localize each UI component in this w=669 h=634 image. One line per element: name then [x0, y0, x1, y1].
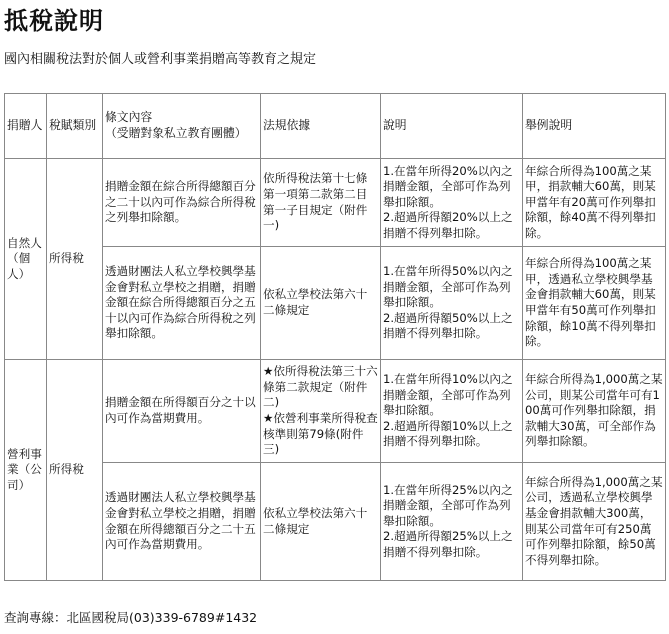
tax-rules-table [4, 93, 666, 581]
legal-basis-cell: 依所得稅法第十七條第一項第二款第二目第一子目規定（附件一) [261, 159, 381, 247]
legal-basis-cell: ★依所得稅法第三十六條第二款規定（附件二) ★依營利事業所得稅查核準則第79條(附件三) [261, 360, 381, 463]
provision-cell: 捐贈金額在所得額百分之十以內可作為當期費用。 [103, 360, 261, 463]
header-donor: 捐贈人 [5, 94, 47, 159]
header-provision: 條文內容 （受贈對象私立教育團體） [103, 94, 261, 159]
provision-cell: 透過財團法人私立學校興學基金會對私立學校之捐贈，捐贈金額在所得總額百分之二十五內可作為當期費用。 [103, 463, 261, 581]
tax-type-cell: 所得稅 [47, 360, 103, 581]
page-title: 抵稅說明 [4, 7, 104, 35]
example-cell: 年綜合所得為100萬之某甲，捐款輔大60萬，則某甲當年有20萬可作列舉扣除額，餘40萬不得列舉扣除。 [523, 159, 666, 247]
table-row [5, 463, 666, 581]
table-row [5, 247, 666, 360]
example-cell: 年綜合所得為1,000萬之某公司，則某公司當年可有100萬可作列舉扣除額，捐款輔大30萬，可全部作為列舉扣除額。 [523, 360, 666, 463]
inquiry-hotline: 查詢專線：北區國稅局(03)339-6789#1432 [4, 610, 258, 625]
table-row [5, 360, 666, 463]
example-cell: 年綜合所得為100萬之某甲，透過私立學校興學基金會捐款輔大60萬，則某甲當年有50萬可作列舉扣除額，餘10萬不得列舉扣除。 [523, 247, 666, 360]
donor-cell: 營利事業（公司） [5, 360, 47, 581]
legal-basis-cell: 依私立學校法第六十二條規定 [261, 463, 381, 581]
explanation-cell: 1.在當年所得50%以內之捐贈金額，全部可作為列舉扣除額。 2.超過所得額50%以上之捐贈不得列舉扣除。 [381, 247, 523, 360]
legal-basis-cell: 依私立學校法第六十二條規定 [261, 247, 381, 360]
header-tax-type: 稅賦類別 [47, 94, 103, 159]
header-example: 舉例說明 [523, 94, 666, 159]
explanation-cell: 1.在當年所得20%以內之捐贈金額，全部可作為列舉扣除額。 2.超過所得額20%以上之捐贈不得列舉扣除。 [381, 159, 523, 247]
header-legal-basis: 法規依據 [261, 94, 381, 159]
table-header-row [5, 94, 666, 159]
provision-cell: 透過財團法人私立學校興學基金會對私立學校之捐贈，捐贈金額在綜合所得總額百分之五十以內可作為綜合所得稅之列舉扣除額。 [103, 247, 261, 360]
explanation-cell: 1.在當年所得10%以內之捐贈金額，全部可作為列舉扣除額。 2.超過所得額10%以上之捐贈不得列舉扣除。 [381, 360, 523, 463]
provision-cell: 捐贈金額在綜合所得總額百分之二十以內可作為綜合所得稅之列舉扣除額。 [103, 159, 261, 247]
header-explanation: 說明 [381, 94, 523, 159]
explanation-cell: 1.在當年所得25%以內之捐贈金額，全部可作為列舉扣除額。 2.超過所得額25%以上之捐贈不得列舉扣除。 [381, 463, 523, 581]
example-cell: 年綜合所得為1,000萬之某公司，透過私立學校興學基金會捐款輔大300萬，則某公司當年可有250萬可作列舉扣除額，餘50萬不得列舉扣除。 [523, 463, 666, 581]
donor-cell: 自然人（個人） [5, 159, 47, 360]
table-row [5, 159, 666, 247]
tax-type-cell: 所得稅 [47, 159, 103, 360]
page-subtitle: 國內相關稅法對於個人或營利事業捐贈高等教育之規定 [4, 52, 317, 67]
